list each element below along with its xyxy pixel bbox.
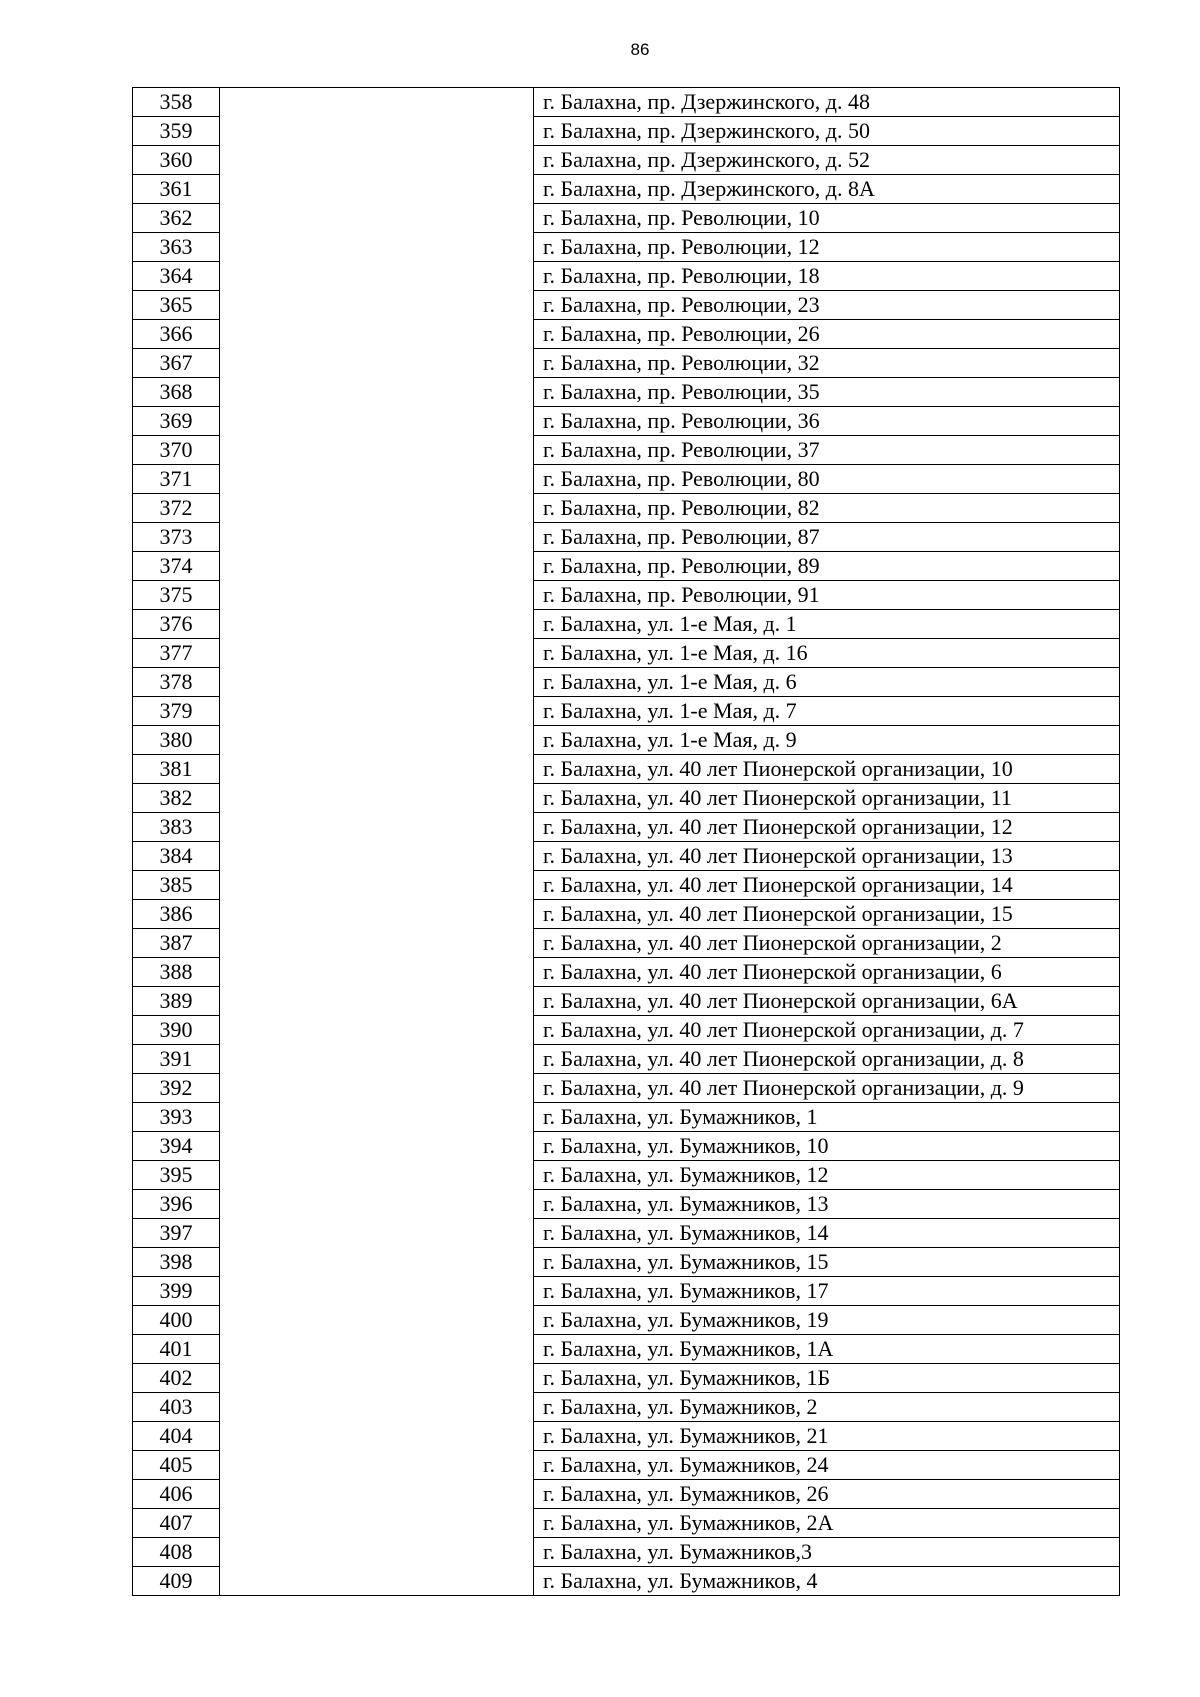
row-number-cell: 373 [133,523,220,552]
row-number-cell: 399 [133,1277,220,1306]
row-number-cell: 403 [133,1393,220,1422]
row-number-cell: 400 [133,1306,220,1335]
address-cell: г. Балахна, ул. 40 лет Пионерской организации, д. 9 [534,1074,1120,1103]
row-number-cell: 406 [133,1480,220,1509]
address-cell: г. Балахна, пр. Революции, 82 [534,494,1120,523]
address-cell: г. Балахна, пр. Революции, 89 [534,552,1120,581]
address-cell: г. Балахна, пр. Революции, 26 [534,320,1120,349]
address-cell: г. Балахна, пр. Дзержинского, д. 50 [534,117,1120,146]
row-number-cell: 367 [133,349,220,378]
address-cell: г. Балахна, ул. Бумажников, 10 [534,1132,1120,1161]
row-number-cell: 366 [133,320,220,349]
row-number-cell: 381 [133,755,220,784]
address-cell: г. Балахна, ул. 40 лет Пионерской организации, 2 [534,929,1120,958]
address-cell: г. Балахна, ул. Бумажников, 21 [534,1422,1120,1451]
address-cell: г. Балахна, ул. Бумажников, 2А [534,1509,1120,1538]
row-number-cell: 382 [133,784,220,813]
row-number-cell: 368 [133,378,220,407]
address-cell: г. Балахна, ул. 40 лет Пионерской организации, 6 [534,958,1120,987]
row-number-cell: 380 [133,726,220,755]
row-number-cell: 374 [133,552,220,581]
table-row [133,88,1120,117]
row-number-cell: 361 [133,175,220,204]
organization-cell [220,88,534,1596]
address-cell: г. Балахна, ул. 1-е Мая, д. 16 [534,639,1120,668]
address-cell: г. Балахна, пр. Революции, 12 [534,233,1120,262]
row-number-cell: 365 [133,291,220,320]
row-number-cell: 378 [133,668,220,697]
row-number-cell: 398 [133,1248,220,1277]
row-number-cell: 384 [133,842,220,871]
row-number-cell: 393 [133,1103,220,1132]
address-cell: г. Балахна, пр. Революции, 87 [534,523,1120,552]
row-number-cell: 375 [133,581,220,610]
row-number-cell: 377 [133,639,220,668]
address-cell: г. Балахна, ул. Бумажников, 15 [534,1248,1120,1277]
address-cell: г. Балахна, ул. Бумажников, 12 [534,1161,1120,1190]
row-number-cell: 404 [133,1422,220,1451]
row-number-cell: 370 [133,436,220,465]
row-number-cell: 401 [133,1335,220,1364]
address-cell: г. Балахна, ул. Бумажников, 1 [534,1103,1120,1132]
row-number-cell: 402 [133,1364,220,1393]
address-cell: г. Балахна, ул. 40 лет Пионерской организации, 11 [534,784,1120,813]
address-cell: г. Балахна, ул. Бумажников, 14 [534,1219,1120,1248]
address-cell: г. Балахна, ул. Бумажников, 17 [534,1277,1120,1306]
row-number-cell: 364 [133,262,220,291]
row-number-cell: 369 [133,407,220,436]
row-number-cell: 407 [133,1509,220,1538]
page-number: 86 [630,40,650,59]
address-cell: г. Балахна, ул. 40 лет Пионерской организации, 15 [534,900,1120,929]
address-cell: г. Балахна, ул. 40 лет Пионерской организации, д. 8 [534,1045,1120,1074]
row-number-cell: 371 [133,465,220,494]
row-number-cell: 386 [133,900,220,929]
address-table-body [133,88,1120,1596]
address-cell: г. Балахна, пр. Революции, 37 [534,436,1120,465]
row-number-cell: 379 [133,697,220,726]
row-number-cell: 360 [133,146,220,175]
address-cell: г. Балахна, ул. Бумажников,3 [534,1538,1120,1567]
address-cell: г. Балахна, пр. Дзержинского, д. 8А [534,175,1120,204]
row-number-cell: 397 [133,1219,220,1248]
address-cell: г. Балахна, ул. 1-е Мая, д. 7 [534,697,1120,726]
address-cell: г. Балахна, пр. Дзержинского, д. 52 [534,146,1120,175]
address-cell: г. Балахна, ул. 1-е Мая, д. 9 [534,726,1120,755]
address-cell: г. Балахна, ул. 40 лет Пионерской организации, д. 7 [534,1016,1120,1045]
address-table [132,87,1120,1596]
address-cell: г. Балахна, ул. 40 лет Пионерской организации, 6А [534,987,1120,1016]
address-cell: г. Балахна, ул. 40 лет Пионерской организации, 10 [534,755,1120,784]
row-number-cell: 391 [133,1045,220,1074]
address-cell: г. Балахна, ул. 1-е Мая, д. 1 [534,610,1120,639]
address-cell: г. Балахна, пр. Революции, 35 [534,378,1120,407]
row-number-cell: 359 [133,117,220,146]
row-number-cell: 395 [133,1161,220,1190]
row-number-cell: 409 [133,1567,220,1596]
address-cell: г. Балахна, ул. Бумажников, 1А [534,1335,1120,1364]
row-number-cell: 362 [133,204,220,233]
row-number-cell: 358 [133,88,220,117]
row-number-cell: 392 [133,1074,220,1103]
row-number-cell: 363 [133,233,220,262]
address-cell: г. Балахна, ул. 40 лет Пионерской организации, 12 [534,813,1120,842]
row-number-cell: 390 [133,1016,220,1045]
address-cell: г. Балахна, ул. 40 лет Пионерской организации, 13 [534,842,1120,871]
row-number-cell: 396 [133,1190,220,1219]
address-cell: г. Балахна, пр. Дзержинского, д. 48 [534,88,1120,117]
address-cell: г. Балахна, ул. 1-е Мая, д. 6 [534,668,1120,697]
address-cell: г. Балахна, пр. Революции, 80 [534,465,1120,494]
address-cell: г. Балахна, ул. Бумажников, 24 [534,1451,1120,1480]
row-number-cell: 408 [133,1538,220,1567]
row-number-cell: 383 [133,813,220,842]
row-number-cell: 389 [133,987,220,1016]
address-cell: г. Балахна, пр. Революции, 91 [534,581,1120,610]
address-cell: г. Балахна, пр. Революции, 18 [534,262,1120,291]
address-cell: г. Балахна, ул. Бумажников, 13 [534,1190,1120,1219]
row-number-cell: 376 [133,610,220,639]
address-cell: г. Балахна, ул. 40 лет Пионерской организации, 14 [534,871,1120,900]
address-cell: г. Балахна, ул. Бумажников, 2 [534,1393,1120,1422]
row-number-cell: 388 [133,958,220,987]
address-cell: г. Балахна, пр. Революции, 32 [534,349,1120,378]
address-cell: г. Балахна, ул. Бумажников, 26 [534,1480,1120,1509]
row-number-cell: 405 [133,1451,220,1480]
row-number-cell: 394 [133,1132,220,1161]
address-cell: г. Балахна, ул. Бумажников, 4 [534,1567,1120,1596]
row-number-cell: 372 [133,494,220,523]
address-cell: г. Балахна, пр. Революции, 23 [534,291,1120,320]
address-cell: г. Балахна, пр. Революции, 10 [534,204,1120,233]
row-number-cell: 387 [133,929,220,958]
row-number-cell: 385 [133,871,220,900]
address-cell: г. Балахна, ул. Бумажников, 1Б [534,1364,1120,1393]
address-cell: г. Балахна, пр. Революции, 36 [534,407,1120,436]
address-cell: г. Балахна, ул. Бумажников, 19 [534,1306,1120,1335]
